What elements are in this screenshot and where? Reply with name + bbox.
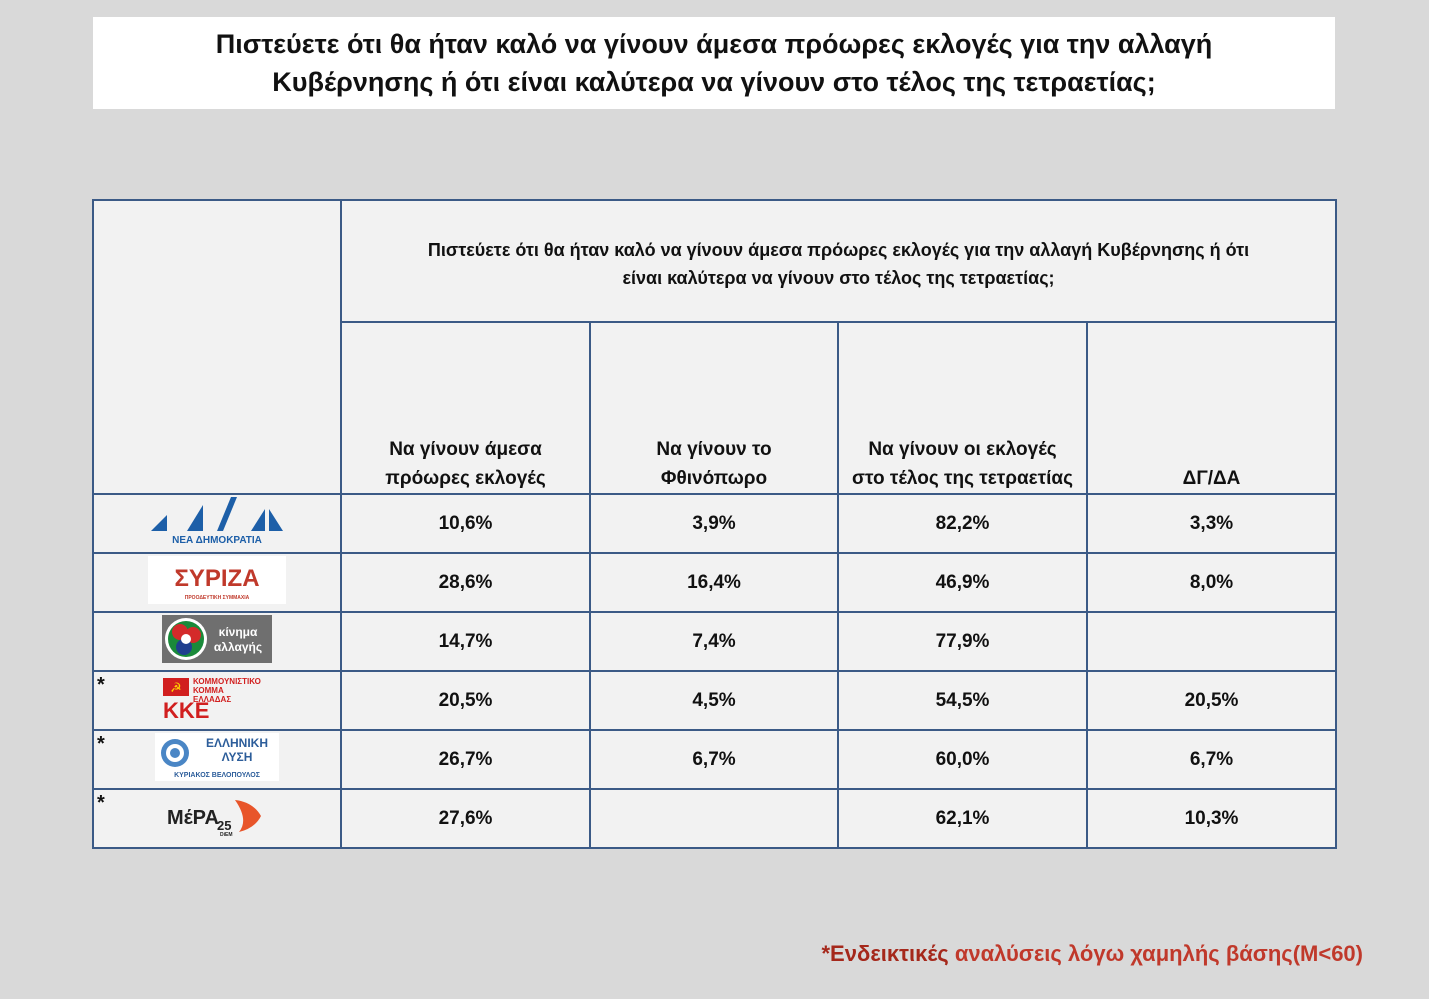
title-line-1: Πιστεύετε ότι θα ήταν καλό να γίνουν άμεσα πρόωρες εκλογές για την αλλαγή <box>215 29 1213 59</box>
column-header-autumn: Να γίνουν το Φθινόπωρο <box>590 322 838 494</box>
footnote <box>822 941 1364 967</box>
nd-logo-icon <box>147 495 287 547</box>
table-row <box>93 789 1336 848</box>
table-row <box>93 494 1336 553</box>
svg-text:ΚΚΕ: ΚΚΕ <box>163 698 210 722</box>
svg-text:25: 25 <box>217 818 232 833</box>
svg-text:ΛΥΣΗ: ΛΥΣΗ <box>221 750 253 764</box>
cell-value: 6,7% <box>1087 730 1336 789</box>
low-base-marker: * <box>97 733 105 755</box>
cell-value <box>590 789 838 848</box>
question-line-2: είναι καλύτερα να γίνουν στο τέλος της τετραετίας; <box>622 268 1055 288</box>
cell-value: 4,5% <box>590 671 838 730</box>
cell-value: 16,4% <box>590 553 838 612</box>
results-table <box>92 199 1337 849</box>
cell-value: 7,4% <box>590 612 838 671</box>
party-logo-syriza <box>93 553 341 612</box>
cell-value: 14,7% <box>341 612 590 671</box>
svg-text:ΠΡΟΟΔΕΥΤΙΚΗ ΣΥΜΜΑΧΙΑ: ΠΡΟΟΔΕΥΤΙΚΗ ΣΥΜΜΑΧΙΑ <box>184 595 250 601</box>
cell-value: 10,6% <box>341 494 590 553</box>
kke-logo-icon <box>157 674 277 722</box>
cell-value: 20,5% <box>341 671 590 730</box>
svg-text:DiEM: DiEM <box>220 832 233 838</box>
svg-text:κίνημα: κίνημα <box>218 625 258 639</box>
cell-value: 54,5% <box>838 671 1087 730</box>
cell-value: 82,2% <box>838 494 1087 553</box>
table-row <box>93 730 1336 789</box>
svg-text:ΕΛΛΑΔΑΣ: ΕΛΛΑΔΑΣ <box>193 695 232 704</box>
cell-value: 60,0% <box>838 730 1087 789</box>
cell-value: 26,7% <box>341 730 590 789</box>
column-header-dk-na: ΔΓ/ΔΑ <box>1087 322 1336 494</box>
footnote-text: αναλύσεις λόγω χαμηλής βάσης(Μ<60) <box>948 941 1363 966</box>
mera25-logo-icon <box>157 794 277 838</box>
cell-value <box>1087 612 1336 671</box>
question-line-1: Πιστεύετε ότι θα ήταν καλό να γίνουν άμεσα πρόωρες εκλογές για την αλλαγή Κυβέρνησης ή ότι <box>427 240 1250 260</box>
low-base-marker: * <box>97 792 105 814</box>
cell-value: 46,9% <box>838 553 1087 612</box>
svg-text:ΚΟΜΜΑ: ΚΟΜΜΑ <box>193 686 224 695</box>
svg-text:ΝΕΑ ΔΗΜΟΚΡΑΤΙΑ: ΝΕΑ ΔΗΜΟΚΡΑΤΙΑ <box>172 535 262 546</box>
elliniki-lysi-logo-icon <box>155 733 279 781</box>
question-header <box>341 200 1336 322</box>
column-header-end-of-term: Να γίνουν οι εκλογές στο τέλος της τετραετίας <box>838 322 1087 494</box>
svg-text:☭: ☭ <box>170 680 182 695</box>
party-logo-kinal <box>93 612 341 671</box>
party-logo-mera25 <box>93 789 341 848</box>
table-row <box>93 671 1336 730</box>
svg-text:ΣΥΡΙΖΑ: ΣΥΡΙΖΑ <box>174 565 260 592</box>
cell-value: 27,6% <box>341 789 590 848</box>
empty-corner-cell <box>93 200 341 494</box>
cell-value: 28,6% <box>341 553 590 612</box>
syriza-logo-icon <box>148 556 286 604</box>
table-row <box>93 553 1336 612</box>
svg-text:αλλαγής: αλλαγής <box>213 640 263 654</box>
table-row <box>93 612 1336 671</box>
cell-value: 20,5% <box>1087 671 1336 730</box>
cell-value: 77,9% <box>838 612 1087 671</box>
low-base-marker: * <box>97 674 105 696</box>
column-header-early-elections: Να γίνουν άμεσα πρόωρες εκλογές <box>341 322 590 494</box>
svg-text:ΜέΡΑ: ΜέΡΑ <box>167 807 219 829</box>
cell-value: 62,1% <box>838 789 1087 848</box>
chart-title <box>93 17 1335 109</box>
cell-value: 8,0% <box>1087 553 1336 612</box>
party-logo-nd <box>93 494 341 553</box>
party-logo-elliniki-lysi <box>93 730 341 789</box>
svg-text:ΕΛΛΗΝΙΚΗ: ΕΛΛΗΝΙΚΗ <box>205 736 269 750</box>
title-line-2: Κυβέρνησης ή ότι είναι καλύτερα να γίνουν στο τέλος της τετραετίας; <box>272 67 1156 97</box>
svg-text:ΚΥΡΙΑΚΟΣ ΒΕΛΟΠΟΥΛΟΣ: ΚΥΡΙΑΚΟΣ ΒΕΛΟΠΟΥΛΟΣ <box>174 772 260 779</box>
cell-value: 10,3% <box>1087 789 1336 848</box>
kinal-logo-icon <box>162 615 272 663</box>
cell-value: 6,7% <box>590 730 838 789</box>
party-logo-kke <box>93 671 341 730</box>
cell-value: 3,9% <box>590 494 838 553</box>
svg-text:ΚΟΜΜΟΥΝΙΣΤΙΚΟ: ΚΟΜΜΟΥΝΙΣΤΙΚΟ <box>193 677 261 686</box>
footnote-marker: *Ενδεικτικές <box>821 941 949 966</box>
cell-value: 3,3% <box>1087 494 1336 553</box>
